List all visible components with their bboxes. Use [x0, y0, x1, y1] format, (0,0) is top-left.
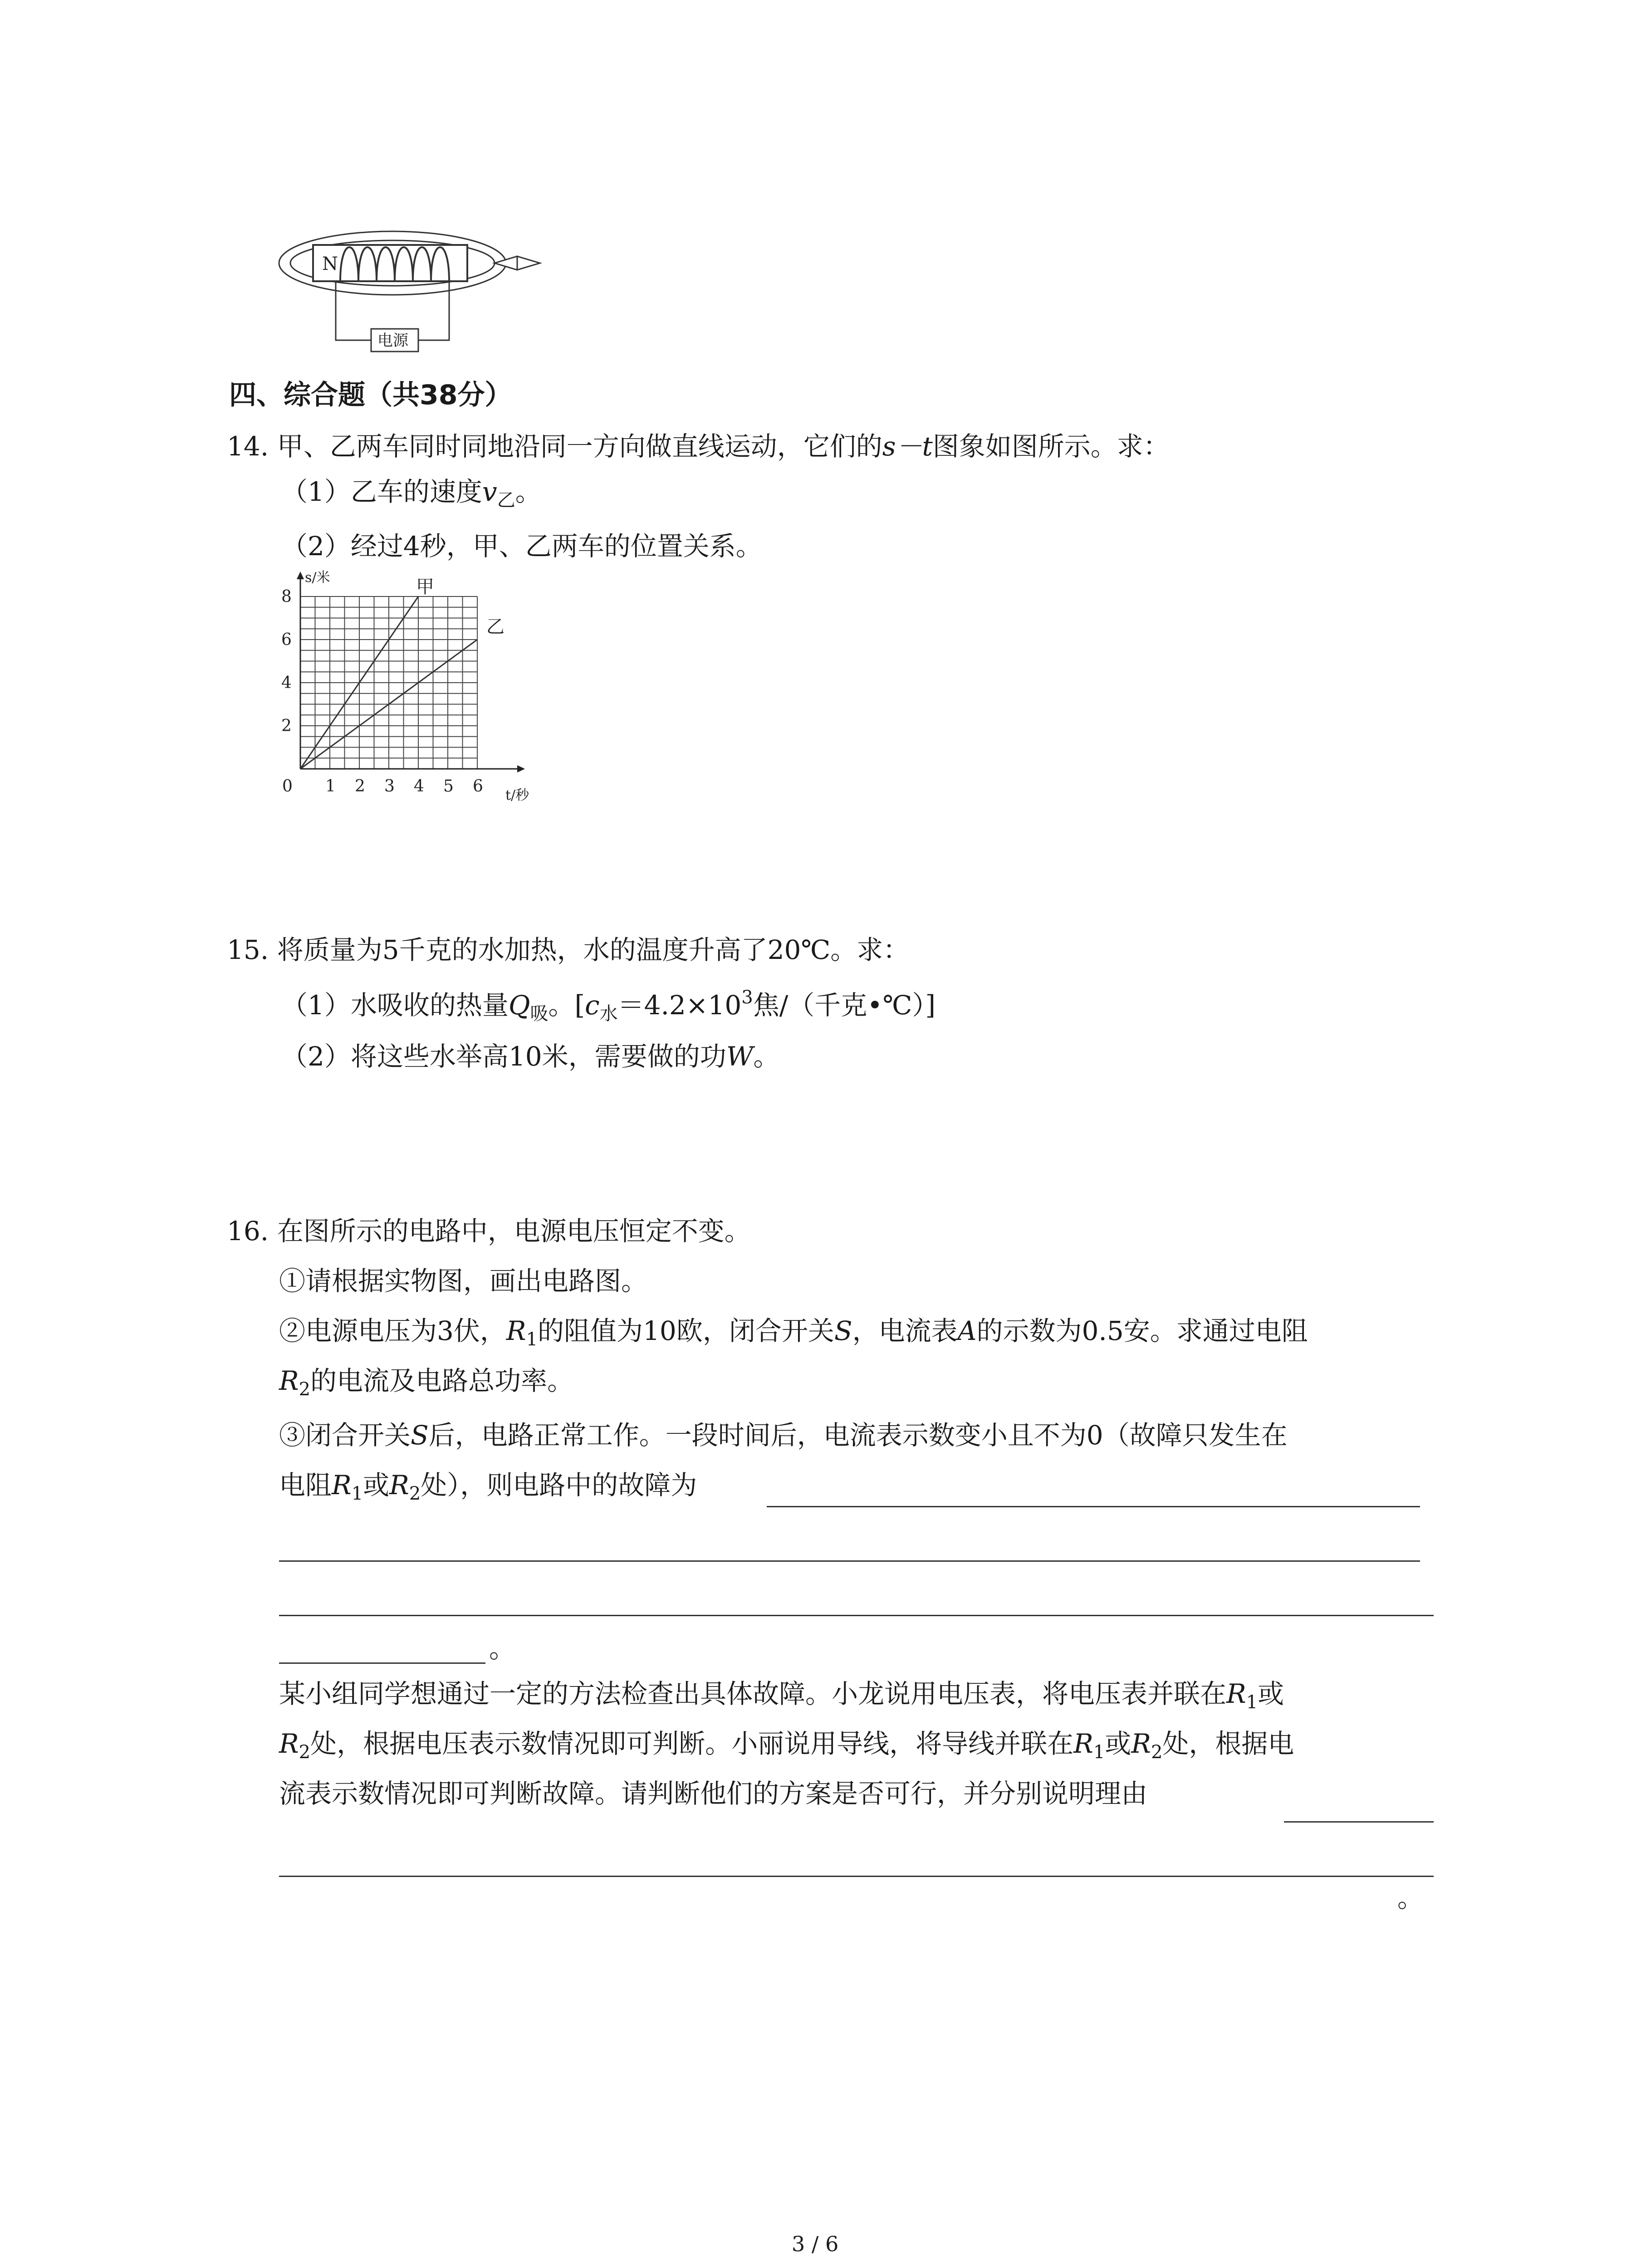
answer-blank[interactable] — [1284, 1821, 1434, 1823]
y-tick-label: 8 — [281, 587, 292, 606]
x-tick-label: 6 — [473, 777, 483, 796]
y-tick-label: 6 — [281, 631, 292, 649]
question-14-part-2: （2）经过4秒，甲、乙两车的位置关系。 — [281, 531, 762, 562]
x-tick-label: 5 — [443, 777, 454, 796]
question-16-item-3-cont: 电阻$R_1$或$R_2$处），则电路中的故障为 — [279, 1470, 697, 1504]
x-tick-label: 0 — [282, 777, 293, 796]
question-16-item-2: ②电源电压为3伏，$R_1$的阻值为10欧，闭合开关S，电流表A的示数为0.5安。求通过电阻 — [279, 1315, 1308, 1350]
question-16-stem: 16. 在图所示的电路中，电源电压恒定不变。 — [227, 1216, 751, 1246]
answer-blank[interactable] — [767, 1506, 1420, 1507]
question-16-group-line-3: 流表示数情况即可判断故障。请判断他们的方案是否可行，并分别说明理由 — [279, 1778, 1148, 1809]
question-14-part-1: （1）乙车的速度$v_乙$。 — [281, 476, 542, 511]
y-axis-label: s/米 — [305, 570, 330, 586]
x-tick-label: 4 — [414, 777, 424, 796]
x-tick-label: 2 — [355, 777, 365, 796]
question-16-group-line-1: 某小组同学想通过一定的方法检查出具体故障。小龙说用电压表，将电压表并联在$R_1$或 — [279, 1678, 1284, 1713]
answer-blank[interactable] — [279, 1560, 1420, 1562]
y-tick-label: 4 — [281, 674, 292, 692]
question-14-stem: 14. 甲、乙两车同时同地沿同一方向做直线运动，它们的s－t图象如图所示。求： — [227, 431, 1170, 462]
question-15-part-1: （1）水吸收的热量$Q_吸$。[$c_水=4.2\times 10^3$焦/（千克•℃）] — [281, 987, 936, 1024]
y-axis-arrow — [297, 572, 304, 579]
x-tick-label: 3 — [384, 777, 395, 796]
answer-blank[interactable] — [279, 1615, 1434, 1616]
period: 。 — [489, 1633, 516, 1664]
question-16-item-3: ③闭合开关S后，电路正常工作。一段时间后，电流表示数变小且不为0（故障只发生在 — [279, 1420, 1288, 1451]
power-supply-label: 电源 — [377, 332, 408, 350]
electromagnet-figure — [272, 218, 563, 363]
x-axis-label: t/秒 — [505, 787, 529, 803]
series-label: 乙 — [486, 616, 505, 637]
period: 。 — [1397, 1882, 1424, 1913]
page-number: 3 / 6 — [792, 2232, 839, 2256]
s-t-chart — [272, 569, 544, 805]
answer-blank[interactable] — [279, 1876, 1434, 1877]
question-16-item-1: ①请根据实物图，画出电路图。 — [279, 1266, 648, 1296]
question-15-stem: 15. 将质量为5千克的水加热，水的温度升高了20℃。求： — [227, 934, 910, 965]
pole-label: N — [322, 254, 338, 274]
answer-blank[interactable] — [279, 1662, 485, 1664]
x-tick-label: 1 — [325, 777, 336, 796]
y-tick-label: 2 — [281, 717, 292, 735]
x-axis-arrow — [517, 765, 525, 772]
question-16-item-2-cont: $R_2$的电流及电路总功率。 — [279, 1365, 574, 1400]
series-label: 甲 — [416, 577, 434, 597]
question-15-part-2: （2）将这些水举高10米，需要做的功W。 — [281, 1041, 780, 1072]
section-title: 四、综合题（共38分） — [229, 379, 512, 411]
question-16-group-line-2: $R_2$处，根据电压表示数情况即可判断。小丽说用导线，将导线并联在$R_1$或$R_2$处，根据电 — [279, 1728, 1294, 1763]
